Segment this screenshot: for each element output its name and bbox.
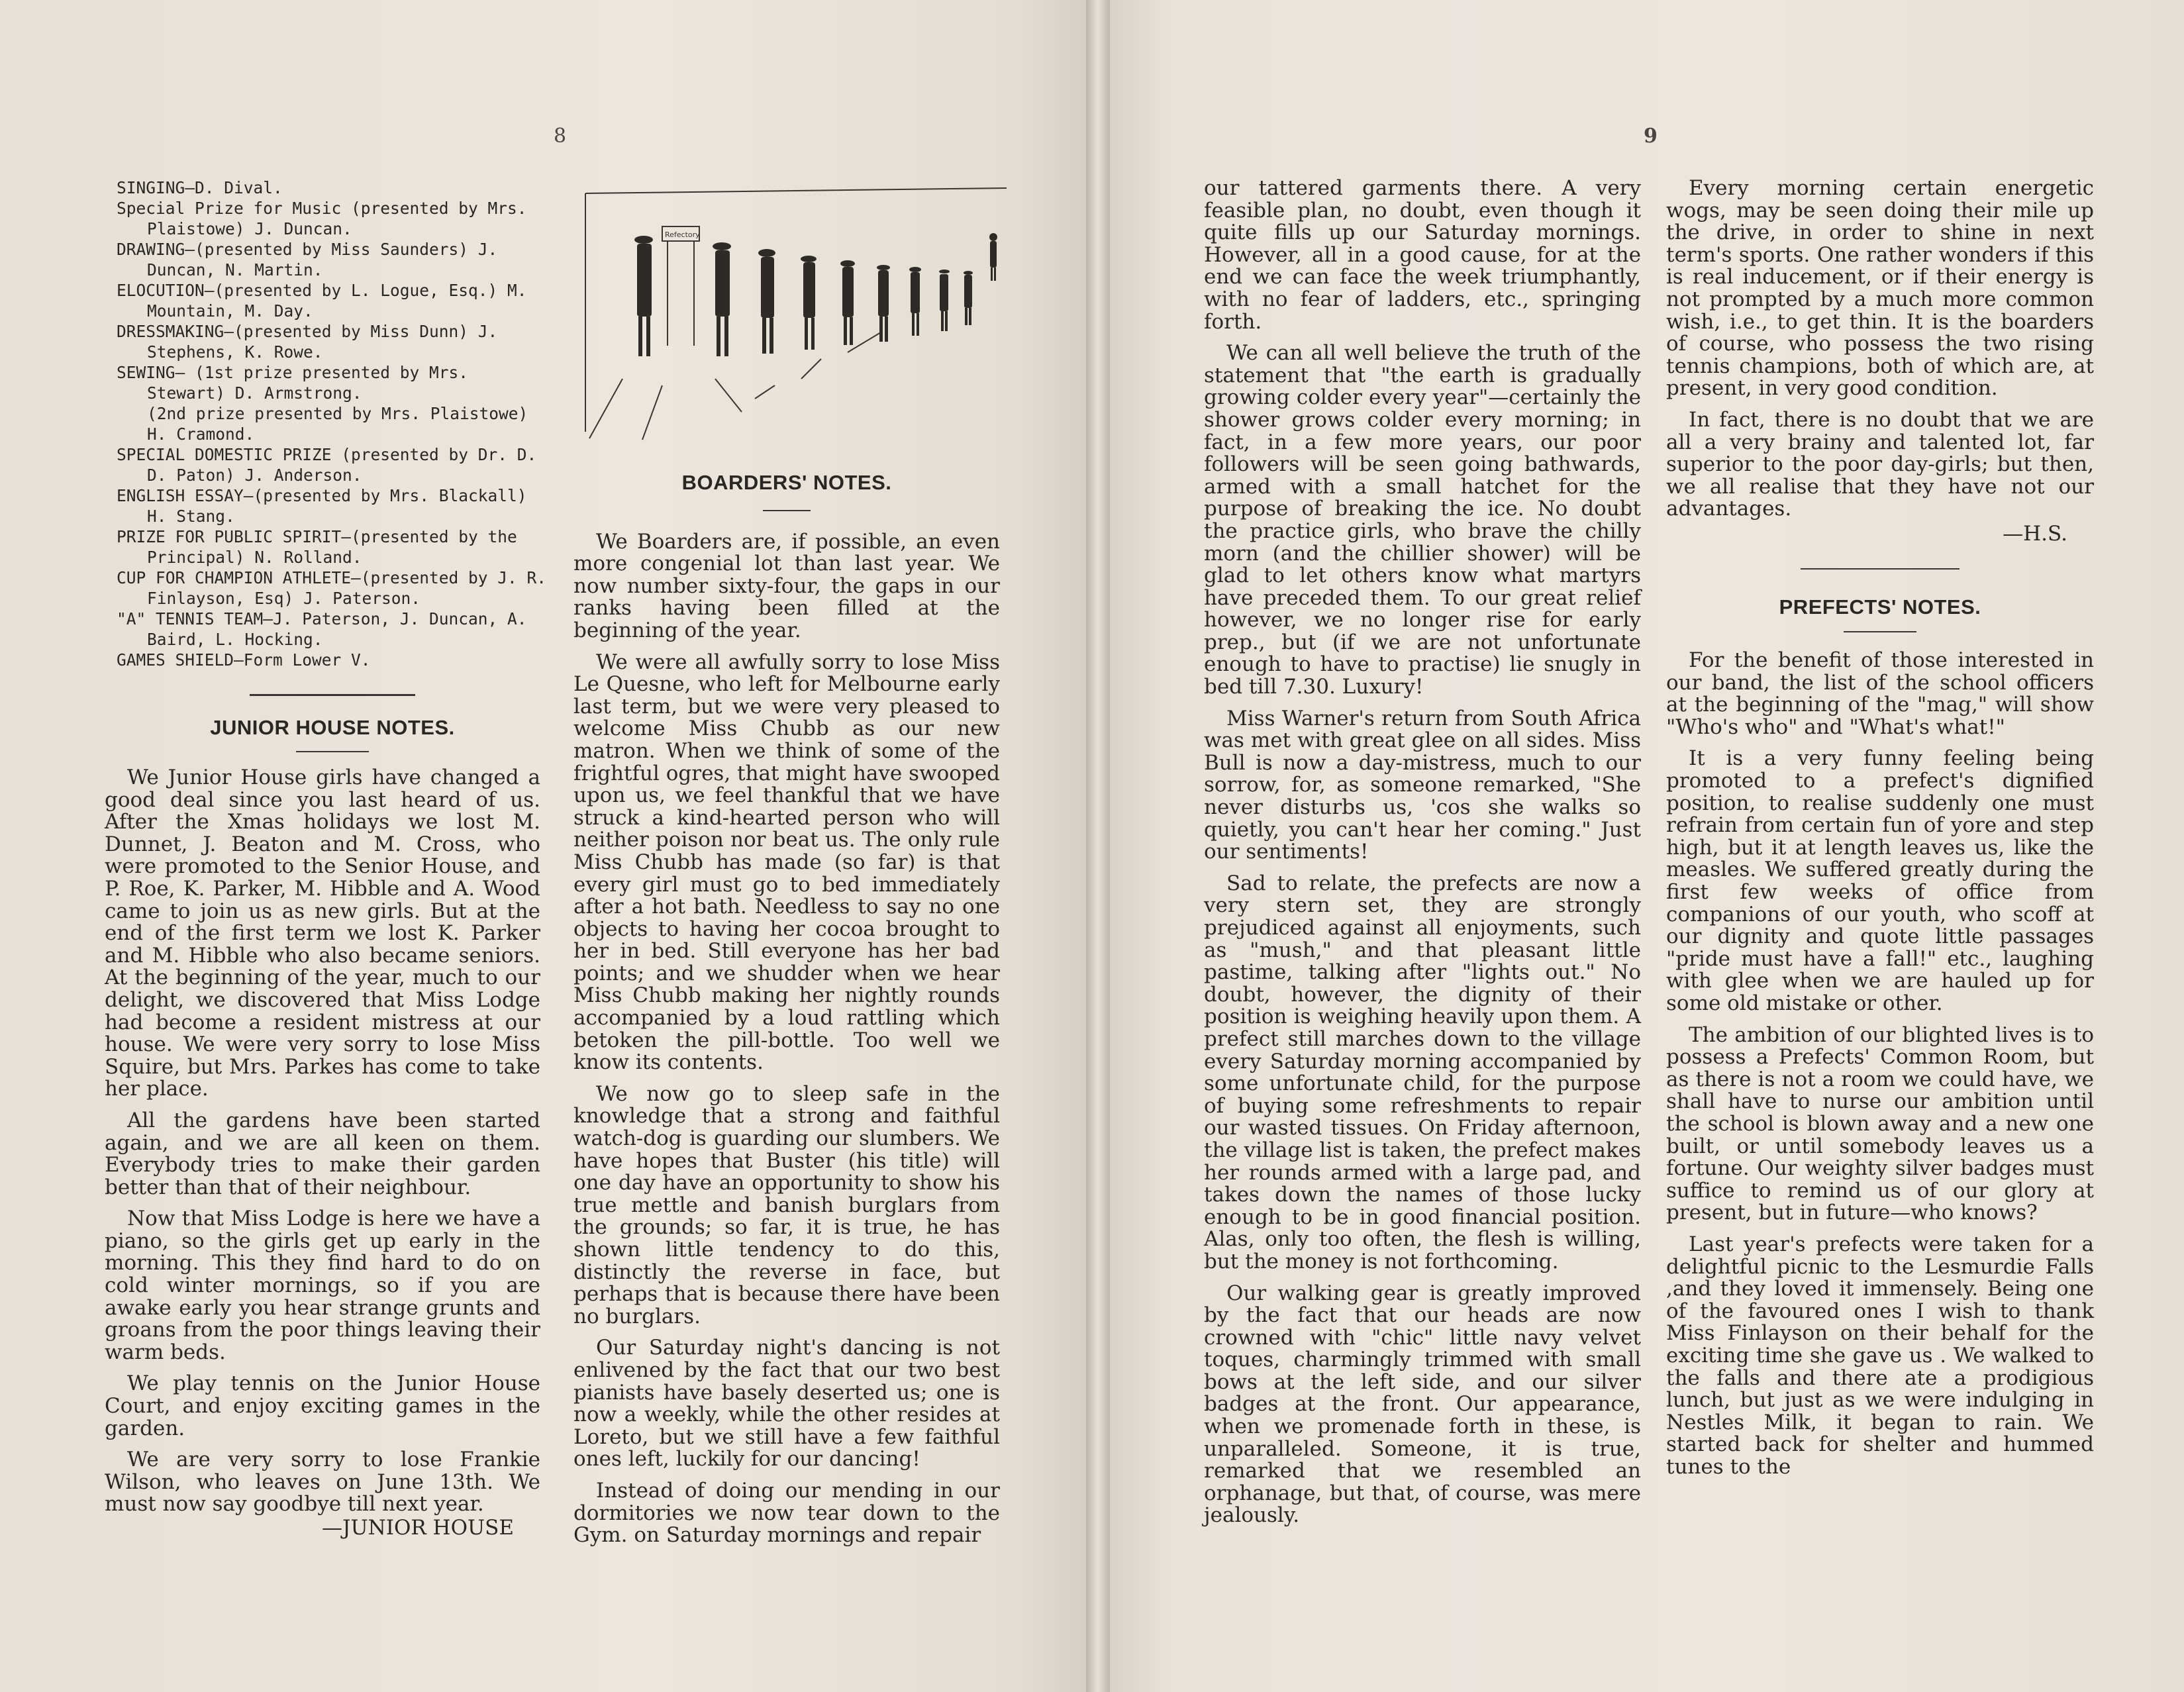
boarders-paragraph: Miss Warner's return from South Africa was met with great glee on all sides. Miss Bull is now a day-mistress, much to our sorrow, for, as someone remarked, "She never disturbs us, 'cos she walks so quietly, you can't hear her coming." Just our sentiments! [1204,706,1641,864]
boarders-illustration [583,180,1013,445]
prize-item: DRAWING—(presented by Miss Saunders) J. Duncan, N. Martin. [117,240,498,279]
prefects-paragraph: It is a very funny feeling being promoted to a prefect's dignified position, to realise suddenly one must refrain from certain fun of yore and step high, but it at length leaves us, like the measles. We suffered greatly during the first few weeks of office from companions of our youth, who scoff at our dignity and quote little passages "pride must have a fall!" etc., laughing with glee when we are hauled up for some old mistake or other. [1666,746,2094,1015]
binding-gutter [1086,0,1110,1692]
prize-item: SINGING—D. Dival. [117,178,283,197]
prize-item: "A" TENNIS TEAM—J. Paterson, J. Duncan, A. Baird, L. Hocking. [117,609,527,649]
boarders-paragraph: Instead of doing our mending in our dormitories we now tear down to the Gym. on Saturday mornings and repair [573,1478,1000,1548]
prize-item: (2nd prize presented by Mrs. Plaistowe) H. Cramond. [147,404,528,444]
boarders-heading: BOARDERS' NOTES. [681,471,892,494]
boarders-notes [573,472,1000,1556]
right-page [1110,0,2184,1692]
heading-underline [296,751,369,752]
page-number-left: 8 [554,124,567,148]
right-column-two [1666,177,2094,1487]
junior-paragraph: All the gardens have been started again, and we are all keen on them. Everybody tries to make their garden better than that of their neighbour. [105,1108,540,1199]
page-number-right: 9 [1644,124,1658,148]
boarders-paragraph: Every morning certain energetic wogs, may be seen doing their mile up the drive, in order to shine in next term's sports. One rather wonders if this is real inducement, or if their energy is not prompted by a much more common wish, i.e., to get thin. It is the boarders of course, who possess the two rising tennis champions, both of which are, at present, in very good condition. [1666,176,2094,401]
junior-signature: —JUNIOR HOUSE [322,1516,514,1540]
prefects-paragraph: The ambition of our blighted lives is to possess a Prefects' Common Room, but as there is not a room we could have, we shall have to nurse our ambition until the school is blown away and a new one built, or until somebody leaves us a fortune. Our weighty silver badges must suffice to remind us of our glory at present, but in future—who knows? [1666,1022,2094,1225]
prefects-heading: PREFECTS' NOTES. [1779,595,1981,619]
boarders-paragraph: Our walking gear is greatly improved by the fact that our heads are now crowned with "chic" little navy velvet toques, charmingly trimmed with small bows at the left side, and our silver badges at the front. Our appearance, when we promenade forth in these, is unparalleled. Someone, it is true, remarked that we resembled an orphanage, but that, of course, was mere jealously. [1204,1281,1641,1528]
prize-item: SEWING— (1st prize presented by Mrs. Stewart) D. Armstrong. [117,363,469,403]
junior-paragraph: Now that Miss Lodge is here we have a piano, so the girls get up early in the morning. This they find hard to do on cold winter mornings, so if you are awake early you hear strange grunts and groans from the poor things leaving their warm beds. [105,1207,540,1364]
boarders-paragraph: We were all awfully sorry to lose Miss Le Quesne, who left for Melbourne early last term, but we were very pleased to welcome Miss Chubb as our new matron. When we think of some of the frightful ogres, that might have swooped upon us, we feel thankful that we have struck a kind-hearted person who will neither poison nor beat us. The only rule Miss Chubb has made (so far) is that every girl must go to bed immediately after a hot bath. Needless to say no one objects to having her cocoa brought to her in bed. Still everyone has her bad points; and we shudder when we hear Miss Chubb making her nightly rounds accompanied by a loud rattling which betoken the pill-bottle. Too well we know its contents. [573,650,1000,1075]
boarders-paragraph: We can all well believe the truth of the statement that "the earth is gradually growing colder every year"—certainly the shower grows colder every morning; in fact, in a few more years, our poor followers will be seen going bathwards, armed with a small hatchet for the purpose of breaking the ice. No doubt the practice girls, who brave the chilly morn (and the chillier shower) will be glad to let others know what martyrs have preceded them. To our great relief however, we no longer rise for early prep., but (if we are not unfortunate enough to have to practise) lie snugly in bed till 7.30. Luxury! [1204,341,1641,699]
prize-item: DRESSMAKING—(presented by Miss Dunn) J. Stephens, K. Rowe. [117,322,498,362]
heading-underline [763,510,811,511]
boarders-signature: —H.S. [2003,521,2067,546]
boarders-paragraph: We now go to sleep safe in the knowledge that a strong and faithful watch-dog is guarding our slumbers. We have hopes that Buster (his title) will one day have an opportunity to show his true mettle and banish burglars from the grounds; so far, it is true, he has shown little tendency to do this, distinctly the reverse in face, but perhaps that is because there have been no burglars. [573,1081,1000,1328]
section-divider [1801,568,1960,570]
junior-paragraph: We play tennis on the Junior House Court, and enjoy exciting games in the garden. [105,1371,540,1440]
prefects-paragraph: Last year's prefects were taken for a delightful picnic to the Lesmurdie Falls ,and they loved it immensely. Being one of the favoured ones I wish to thank Miss Finlayson on their behalf for the exciting time she gave us . We walked to the falls and there ate a prodigious lunch, but just as we were indulging in Nestles Milk, it began to rain. We started back for shelter and hummed tunes to the [1666,1232,2094,1479]
heading-underline [1844,631,1916,632]
boarders-notes-continued [1204,177,1641,1536]
boarders-paragraph: In fact, there is no doubt that we are all a very brainy and talented lot, far superior to the poor day-girls; but then, we all realise that they have not our advantages. [1666,407,2094,521]
prize-list [117,177,548,776]
prize-item: ELOCUTION—(presented by L. Logue, Esq.) M. Mountain, M. Day. [117,281,527,321]
boarders-paragraph: our tattered garments there. A very feasible plan, no doubt, even though it quite fills up our Saturday mornings. However, all in a good cause, for at the end we can face the week triumphantly, with no fear of ladders, etc., springing forth. [1204,176,1641,334]
boarders-paragraph: Sad to relate, the prefects are now a very stern set, they are strongly prejudiced against all enjoyments, such as "mush," and that pleasant little pastime, talking after "lights out." No doubt, however, the dignity of their position is weighing heavily upon them. A prefect still marches down to the village every Saturday morning accompanied by some unfortunate child, for the purpose of buying some refreshments to repair our wasted tissues. On Friday afternoon, the village list is taken, the prefect makes her rounds armed with a large pad, and takes down the names of those lucky enough to be in good financial position. Alas, only too often, the flesh is willing, but the money is not forthcoming. [1204,871,1641,1273]
section-divider [250,694,415,696]
junior-paragraph: We are very sorry to lose Frankie Wilson, who leaves on June 13th. We must now say goodbye till next year. [105,1448,540,1517]
boarders-paragraph: We Boarders are, if possible, an even more congenial lot than last year. We now number sixty-four, the gaps in our ranks having been filled at the beginning of the year. [573,529,1000,642]
prize-item: Special Prize for Music (presented by Mrs. Plaistowe) J. Duncan. [117,199,527,238]
illustration-sign: Refectory [665,230,700,239]
junior-house-notes [105,767,540,1549]
junior-heading: JUNIOR HOUSE NOTES. [210,716,455,739]
prize-item: ENGLISH ESSAY—(presented by Mrs. Blackall) H. Stang. [117,486,527,526]
junior-paragraph: We Junior House girls have changed a good deal since you last heard of us. After the Xmas holidays we lost M. Dunnet, J. Beaton and M. Cross, who were promoted to the Senior House, and P. Roe, K. Parker, M. Hibble and A. Wood came to join us as new girls. But at the end of the first term we lost K. Parker and M. Hibble who also became seniors. At the beginning of the year, much to our delight, we discovered that Miss Lodge had become a resident mistress at our house. We were very sorry to lose Miss Squire, but Mrs. Parkes has come to take her place. [105,766,540,1101]
prize-item: GAMES SHIELD—Form Lower V. [117,650,371,670]
prize-item: SPECIAL DOMESTIC PRIZE (presented by Dr. D. D. Paton) J. Anderson. [117,445,537,485]
prefects-paragraph: For the benefit of those interested in our band, the list of the school officers at the beginning of the "mag," will show "Who's who" and "What's what!" [1666,648,2094,739]
prize-item: CUP FOR CHAMPION ATHLETE—(presented by J. R. Finlayson, Esq) J. Paterson. [117,568,547,608]
prize-item: PRIZE FOR PUBLIC SPIRIT—(presented by the Principal) N. Rolland. [117,527,517,567]
boarders-paragraph: Our Saturday night's dancing is not enlivened by the fact that our two best pianists have basely deserted us; one is now a weekly, while the other resides at Loreto, but we still have a few faithful ones left, luckily for our dancing! [573,1336,1000,1471]
left-page [0,0,1086,1692]
